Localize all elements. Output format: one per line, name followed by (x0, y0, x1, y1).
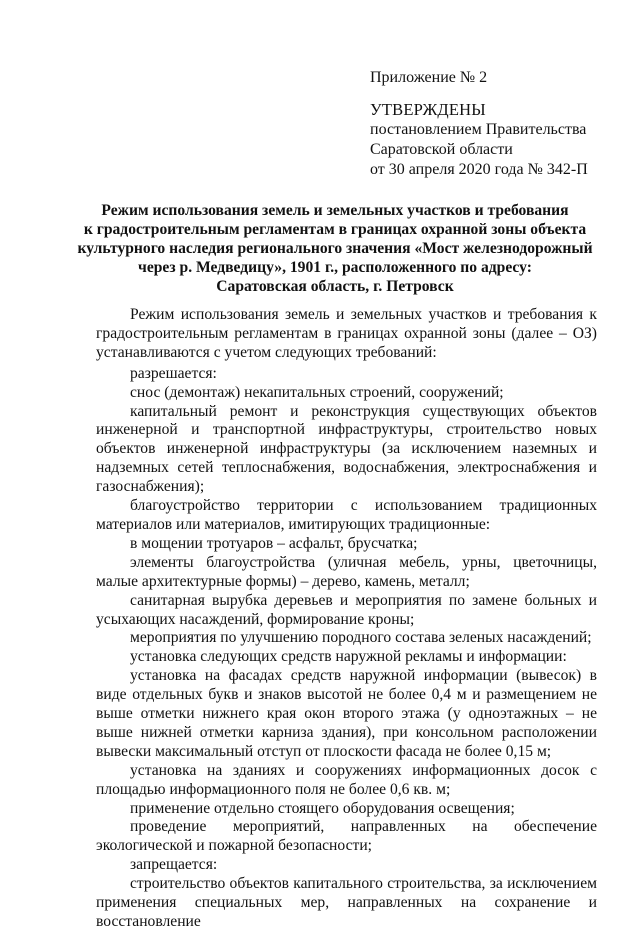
section-label-allowed: разрешается: (130, 364, 217, 382)
approval-line: Саратовской области (370, 141, 513, 158)
body-paragraph: строительство объектов капитального строительства, за исключением применения специальных мер, направленных на сохранение и восстановление (96, 875, 597, 930)
body-paragraph: снос (демонтаж) некапитальных строений, сооружений; (130, 383, 504, 401)
title-line: к градостроительным регламентам в границах охранной зоны объекта (83, 221, 587, 238)
body-paragraph: установка на фасадах средств наружной информации (вывесок) в виде отдельных букв и знаков высотой не более 0,4 м и размещением не выше отметки нижнего края окон второго этажа (у одноэтажных – не выше нижней отметки карниза здания), при консольном расположении вывески максимальный отступ от плоскости фасада не более 0,15 м; (96, 667, 597, 760)
appendix-number: Приложение № 2 (370, 69, 488, 86)
approval-stamp (370, 100, 588, 180)
body-paragraph: капитальный ремонт и реконструкция существующих объектов инженерной и транспортной инфраструктуры, строительство новых объектов инженерной инфраструктуры (за исключением наземных и надземных сетей теплоснабжения, водоснабжения, электроснабжения и газоснабжения); (96, 402, 597, 496)
title-line: культурного наследия регионального значения «Мост железнодорожный (77, 240, 593, 257)
title-line: через р. Медведицу», 1901 г., расположенного по адресу: (138, 259, 532, 276)
body-paragraph: санитарная вырубка деревьев и мероприятия по замене больных и усыхающих насаждений, формирование кроны; (96, 591, 597, 628)
title-line: Саратовская область, г. Петровск (216, 278, 454, 295)
approval-line: постановлением Правительства (370, 121, 587, 138)
body-paragraph: в мощении тротуаров – асфальт, брусчатка; (130, 534, 418, 552)
approval-line: от 30 апреля 2020 года № 342-П (370, 161, 588, 178)
body-paragraph: благоустройство территории с использованием традиционных материалов или материалов, имитирующих традиционные: (96, 497, 597, 533)
intro-paragraph: Режим использования земель и земельных участков и требования к градостроительным регламентам в границах охранной зоны (далее – ОЗ) устанавливаются с учетом следующих требований: (96, 306, 597, 361)
approved-heading: УТВЕРЖДЕНЫ (370, 100, 486, 119)
body-paragraph: элементы благоустройства (уличная мебель, урны, цветочницы, малые архитектурные формы) – дерево, камень, металл; (96, 553, 597, 590)
document-body (96, 306, 597, 932)
section-label-forbidden: запрещается: (130, 856, 218, 874)
document-title (70, 201, 600, 296)
body-paragraph: применение отдельно стоящего оборудования освещения; (130, 799, 515, 817)
body-paragraph: установка следующих средств наружной рекламы и информации: (130, 648, 567, 666)
body-paragraph: проведение мероприятий, направленных на обеспечение экологической и пожарной безопасности; (96, 818, 597, 855)
body-paragraph: мероприятия по улучшению породного состава зеленых насаждений; (130, 629, 592, 647)
body-paragraph: установка на зданиях и сооружениях информационных досок с площадью информационного поля не более 0,6 кв. м; (96, 761, 597, 798)
title-line: Режим использования земель и земельных участков и требования (101, 202, 569, 219)
